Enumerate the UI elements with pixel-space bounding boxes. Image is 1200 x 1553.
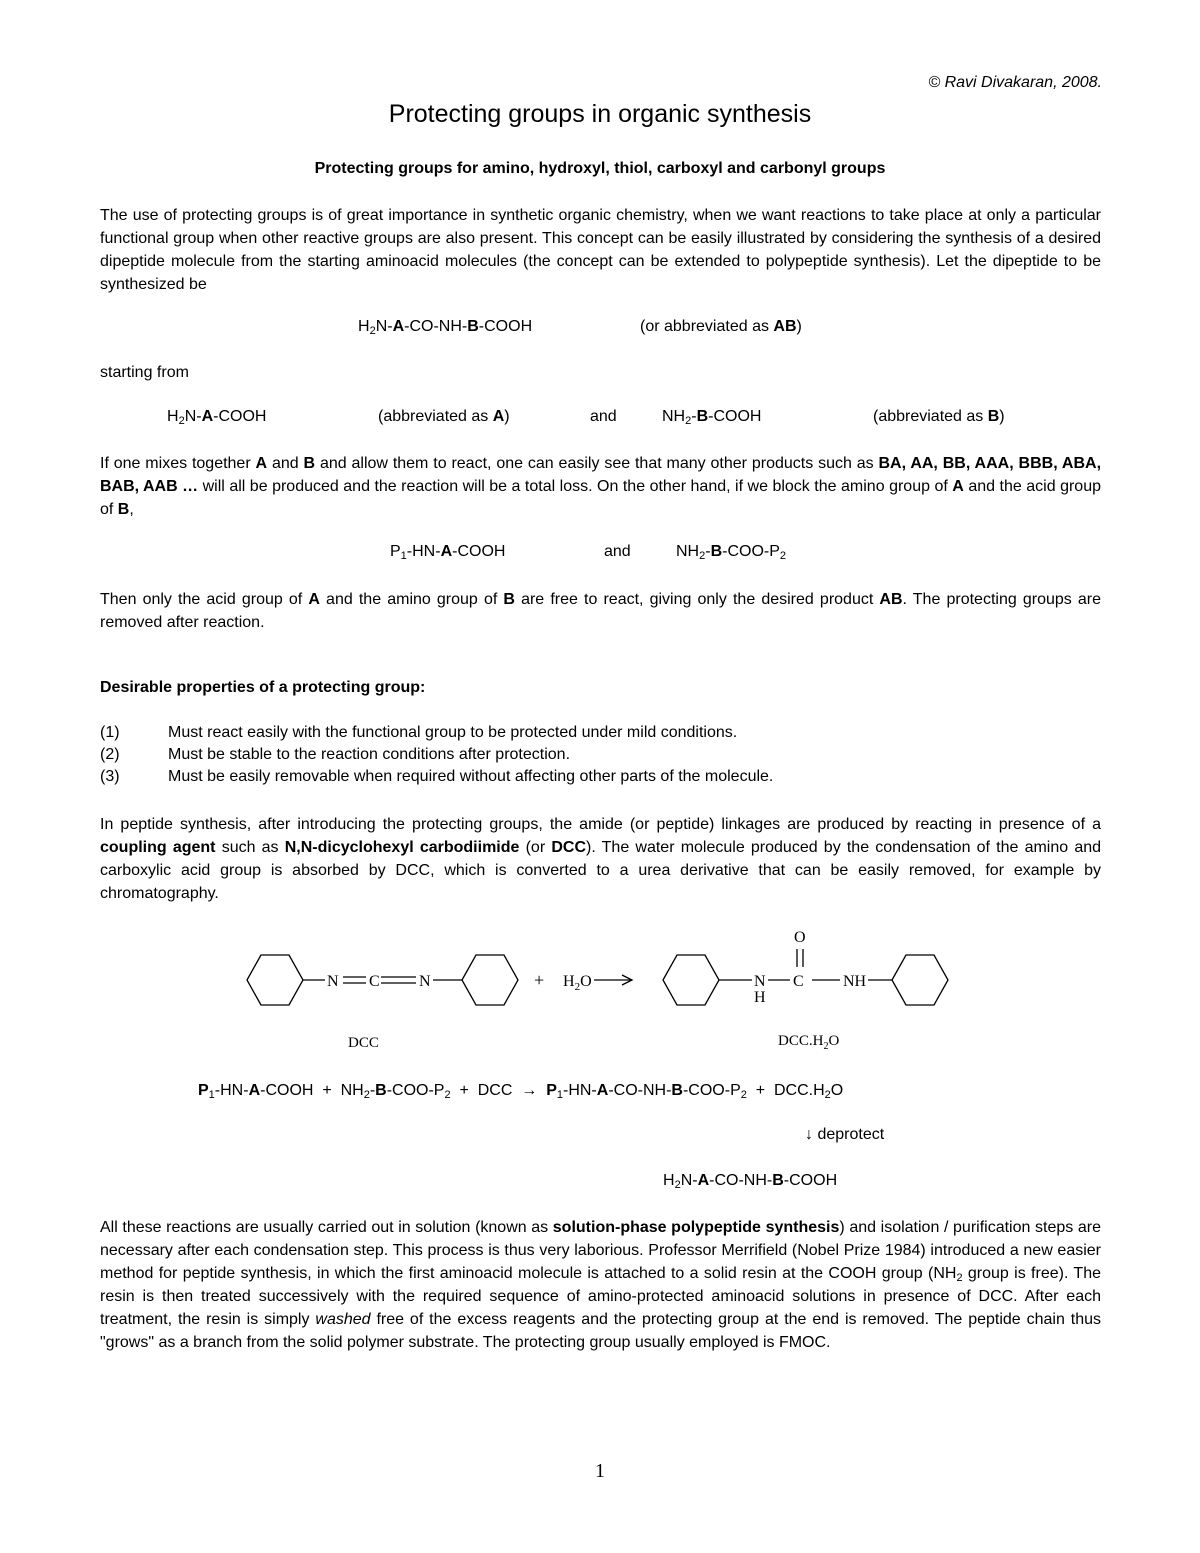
oxygen-atom: O (794, 929, 806, 946)
dipeptide-abbreviation: (or abbreviated as AB) (640, 318, 802, 335)
carbon-atom: C (793, 973, 804, 990)
plus-sign: + (534, 970, 545, 990)
page-title: Protecting groups in organic synthesis (388, 100, 812, 128)
hydrogen-atom: H (754, 989, 766, 1006)
dipeptide-formula: $H_2N-A-CO-NH-B$-COOH (358, 318, 533, 337)
cyclohexane-ring-2 (462, 955, 518, 1005)
nitrogen-atom: N (327, 973, 339, 990)
cyclohexane-ring-3 (663, 955, 719, 1005)
carbon-atom: C (369, 973, 380, 990)
coupling-paragraph: In peptide synthesis, after introducing the protecting groups, the amide (or peptide) linkages are produced by reacting in presence of a coupling agent such as N,N-dicyclohexyl carbodiimide (or DCC). The water molecule produced by the condensation of the amino and carboxylic acid group is absorbed by DCC, which is converted to a urea derivative that can be easily removed, for example by chromatography. (100, 816, 1102, 902)
starting-from-label: starting from (100, 364, 189, 381)
coupling-equation: $P_1-HN-A$-COOH + $NH_2-B-COO-P_2$ + DCC → $P_1-HN-A-CO-NH-B-COO-P_2 + DCC.H_2O$ (198, 1082, 844, 1101)
nitrogen-atom: N (754, 973, 766, 990)
intro-paragraph: The use of protecting groups is of great importance in synthetic organic chemistry, when we want reactions to take place at only a particular functional group when other reactive groups are also present. This concept can be easily illustrated by considering the synthesis of a desired dipeptide molecule from the starting aminoacid molecules (the concept can be extended to polypeptide synthesis). Let the dipeptide to be synthesized be (100, 207, 1101, 293)
then-paragraph: Then only the acid group of A and the amino group of B are free to react, giving only the desired product AB. The protecting groups are removed after reaction. (100, 591, 1102, 631)
nitrogen-atom: N (419, 973, 431, 990)
reactant-b-abbreviation: (abbreviated as B) (873, 408, 1005, 425)
reactant-b-formula: $NH_2-B$-COOH (662, 408, 762, 427)
dcc-label: DCC (348, 1035, 379, 1051)
merrifield-paragraph: All these reactions are usually carried out in solution (known as solution-phase polypeptide synthesis) and isolation / purification steps are necessary after each condensation step. This process is thus very laborious. Professor Merrifield (Nobel Prize 1984) introduced a new easier method for peptide synthesis, in which the first aminoacid molecule is attached to a solid resin at the COOH group ($NH_2$ group is free). The resin is then treated successively with the required sequence of amino-protected aminoacid solutions in presence of DCC. After each treatment, the resin is simply washed free of the excess reagents and the protecting group at the end is removed. The peptide chain thus "grows" as a branch from the solid polymer substrate. The protecting group usually employed is FMOC. (100, 1219, 1102, 1351)
properties-heading: Desirable properties of a protecting group: (100, 679, 426, 696)
cyclohexane-ring-1 (247, 955, 303, 1005)
reactant-a-abbreviation: (abbreviated as A) (378, 408, 510, 425)
list-item: (3) Must be easily removable when required without affecting other parts of the molecule. (100, 768, 774, 785)
final-product-formula: $H_2N-A-CO-NH-B$-COOH (663, 1172, 838, 1191)
protected-b-formula: $NH_2-B-COO-P_2$ (676, 543, 787, 562)
mixing-paragraph: If one mixes together A and B and allow them to react, one can easily see that many other products such as BA, AA, BB, AAA, BBB, ABA, BAB, AAB … will all be produced and the reaction will be a total loss. On the other hand, if we block the amino group of A and the acid group of B, (100, 455, 1102, 518)
page-subtitle: Protecting groups for amino, hydroxyl, thiol, carboxyl and carbonyl groups (314, 160, 886, 177)
properties-list (100, 722, 1100, 788)
reactants-and: and (590, 408, 617, 425)
list-item: (2) Must be stable to the reaction conditions after protection. (100, 746, 571, 763)
protected-a-formula: $P_1-HN-A$-COOH (390, 543, 506, 562)
cyclohexane-ring-4 (892, 955, 948, 1005)
copyright-notice: © Ravi Divakaran, 2008. (928, 74, 1102, 91)
dcc-h2o-label: $DCC.H_2O$ (778, 1033, 840, 1052)
dcc-reaction-scheme (0, 920, 1200, 1060)
list-item: (1) Must react easily with the functional group to be protected under mild conditions. (100, 724, 738, 741)
page-number: 1 (595, 1460, 605, 1482)
protected-and: and (604, 543, 631, 560)
water-formula: $H_2O$ (563, 973, 592, 993)
reactant-a-formula: $H_2N-A$-COOH (167, 408, 267, 427)
nh-group: NH (843, 973, 867, 990)
deprotect-step: ↓ deprotect (805, 1126, 885, 1143)
